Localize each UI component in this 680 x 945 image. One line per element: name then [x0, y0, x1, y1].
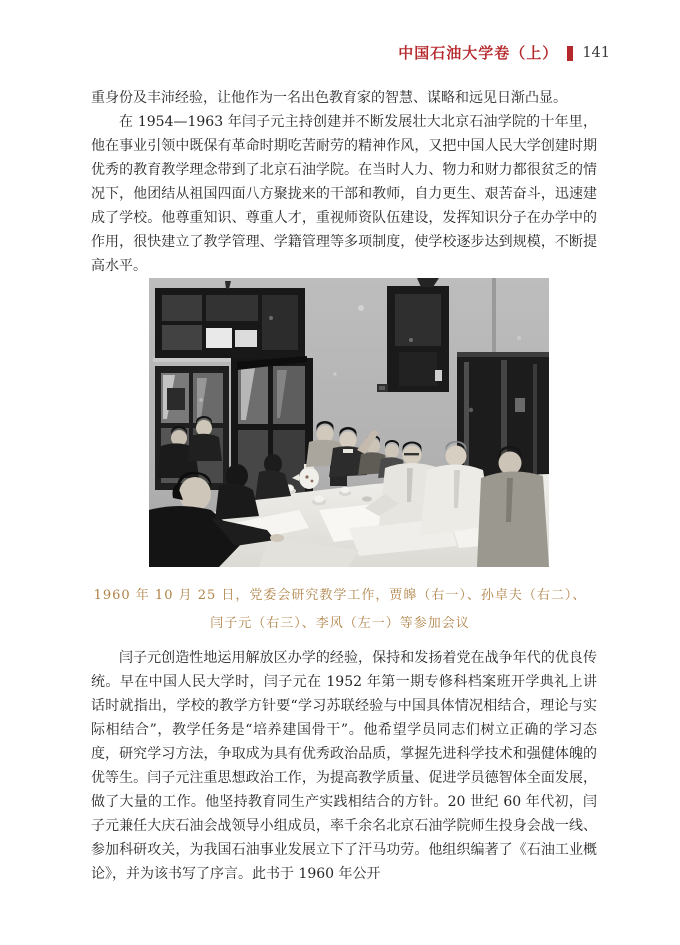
- photo-caption-line-1: 1960 年 10 月 25 日，党委会研究教学工作，贾皞（右一）、孙卓夫（右二）、: [93, 588, 587, 603]
- meeting-photo-illustration: [149, 278, 549, 567]
- volume-title: 中国石油大学卷（上）: [398, 44, 559, 62]
- photo-caption-line-2: 闫子元（右三）、李风（左一）等参加会议: [210, 616, 470, 631]
- photo-door: [387, 278, 449, 392]
- meeting-photo-figure: [149, 278, 549, 567]
- lower-text-block: [91, 646, 597, 886]
- meeting-photo: [149, 278, 549, 567]
- header-divider-bar: [567, 46, 573, 61]
- page-header: [398, 44, 610, 62]
- upper-text-block: [91, 86, 597, 278]
- paragraph-2: 在 1954—1963 年闫子元主持创建并不断发展壮大北京石油学院的十年里，他在事业引领中既保有革命时期吃苦耐劳的精神作风，又把中国人民大学创建时期优秀的教育教学理念带到了北京石油学院。在当时人力、物力和财力都很贫乏的情况下，他团结从祖国四面八方聚拢来的干部和教师，自力更生、艰苦奋斗，迅速建成了学校。他尊重知识、尊重人才，重视师资队伍建设，发挥知识分子在办学中的作用，很快建立了教学管理、学籍管理等多项制度，使学校逐步达到规模，不断提高水平。: [91, 114, 597, 274]
- photo-window: [153, 281, 309, 362]
- paragraph-continuation: 重身份及丰沛经验，让他作为一名出色教育家的智慧、谋略和远见日渐凸显。: [91, 90, 567, 106]
- page-number: 141: [582, 45, 610, 61]
- photo-caption: [0, 582, 680, 638]
- paragraph-3: 闫子元创造性地运用解放区办学的经验，保持和发扬着党在战争年代的优良传统。早在中国人民大学时，闫子元在 1952 年第一期专修科档案班开学典礼上讲话时就指出，学校的教学方针要“学习苏联经验与中国具体情况相结合，理论与实际相结合”，教学任务是“培养建国骨干”。他希望学员同志们树立正确的学习态度，研究学习方法，争取成为具有优秀政治品质，掌握先进科学技术和强健体魄的优等生。闫子元注重思想政治工作，为提高教学质量、促进学员德智体全面发展，做了大量的工作。他坚持教育同生产实践相结合的方针。20 世纪 60 年代初，闫子元兼任大庆石油会战领导小组成员，率千余名北京石油学院师生投身会战一线、参加科研攻关，为我国石油事业发展立下了汗马功劳。他组织编著了《石油工业概论》，并为该书写了序言。此书于 1960 年公开: [91, 650, 597, 882]
